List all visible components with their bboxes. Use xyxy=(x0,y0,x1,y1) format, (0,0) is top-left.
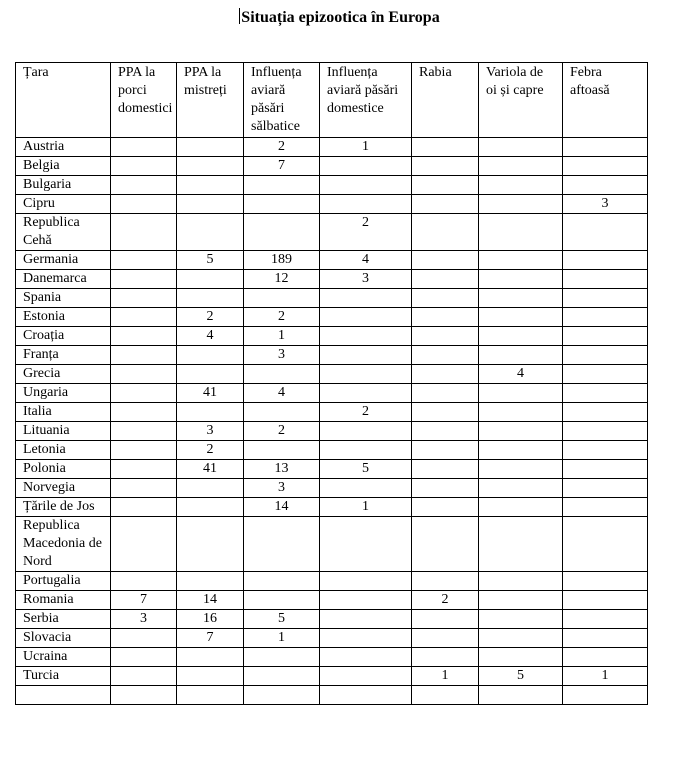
table-row xyxy=(16,441,648,460)
rabies-cell xyxy=(412,289,479,308)
table-row xyxy=(16,384,648,403)
avian-flu-wild-birds-cell xyxy=(244,195,320,214)
avian-flu-domestic-birds-cell xyxy=(320,441,412,460)
table-row xyxy=(16,157,648,176)
country-cell: Grecia xyxy=(16,365,111,384)
country-cell: Belgia xyxy=(16,157,111,176)
avian-flu-domestic-birds-cell xyxy=(320,629,412,648)
ppa-wild-boar-cell: 41 xyxy=(177,384,244,403)
ppa-domestic-pigs-cell xyxy=(111,251,177,270)
rabies-cell xyxy=(412,176,479,195)
ppa-domestic-pigs-cell xyxy=(111,176,177,195)
country-cell: Lituania xyxy=(16,422,111,441)
country-cell: Croația xyxy=(16,327,111,346)
table-row xyxy=(16,517,648,572)
avian-flu-domestic-birds-cell xyxy=(320,517,412,572)
country-cell: Serbia xyxy=(16,610,111,629)
table-row xyxy=(16,138,648,157)
table-row xyxy=(16,403,648,422)
foot-and-mouth-cell xyxy=(563,308,648,327)
sheep-goat-pox-cell xyxy=(479,384,563,403)
sheep-goat-pox-cell: 4 xyxy=(479,365,563,384)
foot-and-mouth-cell: 1 xyxy=(563,667,648,686)
country-cell: Norvegia xyxy=(16,479,111,498)
foot-and-mouth-cell xyxy=(563,572,648,591)
table-row xyxy=(16,251,648,270)
country-cell: Republica Macedonia de Nord xyxy=(16,517,111,572)
table-row xyxy=(16,214,648,251)
foot-and-mouth-cell xyxy=(563,214,648,251)
sheep-goat-pox-cell xyxy=(479,289,563,308)
country-cell: Țările de Jos xyxy=(16,498,111,517)
foot-and-mouth-cell: 3 xyxy=(563,195,648,214)
avian-flu-domestic-birds-cell xyxy=(320,479,412,498)
sheep-goat-pox-cell xyxy=(479,610,563,629)
ppa-domestic-pigs-cell xyxy=(111,648,177,667)
avian-flu-wild-birds-cell xyxy=(244,365,320,384)
rabies-cell xyxy=(412,138,479,157)
table-row xyxy=(16,591,648,610)
country-cell: Ungaria xyxy=(16,384,111,403)
ppa-wild-boar-cell xyxy=(177,195,244,214)
ppa-domestic-pigs-cell xyxy=(111,308,177,327)
avian-flu-domestic-birds-cell xyxy=(320,195,412,214)
avian-flu-wild-birds-cell: 2 xyxy=(244,308,320,327)
foot-and-mouth-cell xyxy=(563,479,648,498)
avian-flu-domestic-birds-cell: 2 xyxy=(320,214,412,251)
foot-and-mouth-cell xyxy=(563,648,648,667)
ppa-domestic-pigs-cell xyxy=(111,686,177,705)
avian-flu-wild-birds-cell xyxy=(244,667,320,686)
table-row xyxy=(16,327,648,346)
table-row xyxy=(16,422,648,441)
table-row xyxy=(16,572,648,591)
ppa-domestic-pigs-cell xyxy=(111,214,177,251)
document-title-text: Situația epizootica în Europa xyxy=(241,9,440,26)
foot-and-mouth-cell xyxy=(563,517,648,572)
table-row xyxy=(16,686,648,705)
avian-flu-domestic-birds-cell: 2 xyxy=(320,403,412,422)
foot-and-mouth-cell xyxy=(563,403,648,422)
sheep-goat-pox-cell xyxy=(479,517,563,572)
rabies-cell xyxy=(412,572,479,591)
foot-and-mouth-cell xyxy=(563,629,648,648)
avian-flu-domestic-birds-cell xyxy=(320,591,412,610)
ppa-wild-boar-cell xyxy=(177,572,244,591)
avian-flu-wild-birds-cell: 3 xyxy=(244,346,320,365)
ppa-wild-boar-cell xyxy=(177,214,244,251)
ppa-domestic-pigs-cell: 7 xyxy=(111,591,177,610)
ppa-wild-boar-cell: 14 xyxy=(177,591,244,610)
avian-flu-wild-birds-cell xyxy=(244,441,320,460)
avian-flu-wild-birds-cell xyxy=(244,572,320,591)
foot-and-mouth-cell xyxy=(563,460,648,479)
ppa-wild-boar-cell: 7 xyxy=(177,629,244,648)
country-cell: Turcia xyxy=(16,667,111,686)
foot-and-mouth-cell xyxy=(563,365,648,384)
ppa-wild-boar-cell xyxy=(177,686,244,705)
avian-flu-wild-birds-cell: 4 xyxy=(244,384,320,403)
sheep-goat-pox-cell xyxy=(479,591,563,610)
foot-and-mouth-cell xyxy=(563,289,648,308)
sheep-goat-pox-cell xyxy=(479,176,563,195)
country-cell: Italia xyxy=(16,403,111,422)
ppa-wild-boar-cell: 5 xyxy=(177,251,244,270)
rabies-cell xyxy=(412,629,479,648)
rabies-cell xyxy=(412,479,479,498)
sheep-goat-pox-cell xyxy=(479,648,563,667)
rabies-cell xyxy=(412,648,479,667)
rabies-cell xyxy=(412,270,479,289)
avian-flu-domestic-birds-cell xyxy=(320,157,412,176)
avian-flu-wild-birds-cell: 2 xyxy=(244,138,320,157)
ppa-wild-boar-cell xyxy=(177,138,244,157)
country-cell: Estonia xyxy=(16,308,111,327)
sheep-goat-pox-cell xyxy=(479,346,563,365)
header-avian-flu-wild-birds: Influența aviară păsări sălbatice xyxy=(244,63,320,138)
ppa-wild-boar-cell xyxy=(177,648,244,667)
rabies-cell: 2 xyxy=(412,591,479,610)
table-row xyxy=(16,648,648,667)
table-row xyxy=(16,270,648,289)
country-cell: Cipru xyxy=(16,195,111,214)
rabies-cell xyxy=(412,214,479,251)
sheep-goat-pox-cell xyxy=(479,441,563,460)
avian-flu-domestic-birds-cell xyxy=(320,308,412,327)
header-ppa-domestic-pigs: PPA la porci domestici xyxy=(111,63,177,138)
avian-flu-domestic-birds-cell xyxy=(320,384,412,403)
sheep-goat-pox-cell xyxy=(479,479,563,498)
foot-and-mouth-cell xyxy=(563,384,648,403)
ppa-wild-boar-cell xyxy=(177,289,244,308)
sheep-goat-pox-cell xyxy=(479,422,563,441)
avian-flu-domestic-birds-cell: 4 xyxy=(320,251,412,270)
ppa-domestic-pigs-cell xyxy=(111,384,177,403)
ppa-wild-boar-cell xyxy=(177,365,244,384)
table-row xyxy=(16,289,648,308)
foot-and-mouth-cell xyxy=(563,327,648,346)
ppa-domestic-pigs-cell xyxy=(111,460,177,479)
ppa-wild-boar-cell xyxy=(177,667,244,686)
ppa-domestic-pigs-cell xyxy=(111,422,177,441)
avian-flu-wild-birds-cell xyxy=(244,403,320,422)
sheep-goat-pox-cell xyxy=(479,686,563,705)
sheep-goat-pox-cell xyxy=(479,214,563,251)
avian-flu-domestic-birds-cell: 1 xyxy=(320,498,412,517)
sheep-goat-pox-cell xyxy=(479,629,563,648)
table-row xyxy=(16,498,648,517)
country-cell: Ucraina xyxy=(16,648,111,667)
table-row xyxy=(16,195,648,214)
avian-flu-wild-birds-cell xyxy=(244,591,320,610)
table-row xyxy=(16,479,648,498)
sheep-goat-pox-cell xyxy=(479,251,563,270)
country-cell: Portugalia xyxy=(16,572,111,591)
table-row xyxy=(16,610,648,629)
ppa-domestic-pigs-cell xyxy=(111,479,177,498)
rabies-cell xyxy=(412,308,479,327)
foot-and-mouth-cell xyxy=(563,591,648,610)
foot-and-mouth-cell xyxy=(563,441,648,460)
header-sheep-goat-pox: Variola de oi și capre xyxy=(479,63,563,138)
country-cell: Romania xyxy=(16,591,111,610)
header-ppa-wild-boar: PPA la mistreți xyxy=(177,63,244,138)
table-body xyxy=(16,138,648,705)
rabies-cell xyxy=(412,686,479,705)
sheep-goat-pox-cell xyxy=(479,572,563,591)
ppa-domestic-pigs-cell xyxy=(111,195,177,214)
avian-flu-domestic-birds-cell xyxy=(320,572,412,591)
avian-flu-domestic-birds-cell xyxy=(320,667,412,686)
ppa-domestic-pigs-cell xyxy=(111,403,177,422)
ppa-domestic-pigs-cell xyxy=(111,629,177,648)
country-cell: Germania xyxy=(16,251,111,270)
ppa-wild-boar-cell xyxy=(177,346,244,365)
avian-flu-domestic-birds-cell xyxy=(320,686,412,705)
rabies-cell xyxy=(412,498,479,517)
ppa-wild-boar-cell xyxy=(177,517,244,572)
avian-flu-wild-birds-cell: 7 xyxy=(244,157,320,176)
header-foot-and-mouth: Febra aftoasă xyxy=(563,63,648,138)
rabies-cell xyxy=(412,327,479,346)
avian-flu-wild-birds-cell: 2 xyxy=(244,422,320,441)
epizootic-table xyxy=(15,62,648,705)
sheep-goat-pox-cell xyxy=(479,138,563,157)
sheep-goat-pox-cell: 5 xyxy=(479,667,563,686)
ppa-wild-boar-cell: 16 xyxy=(177,610,244,629)
avian-flu-wild-birds-cell xyxy=(244,648,320,667)
avian-flu-domestic-birds-cell xyxy=(320,289,412,308)
sheep-goat-pox-cell xyxy=(479,308,563,327)
avian-flu-domestic-birds-cell xyxy=(320,365,412,384)
table-row xyxy=(16,308,648,327)
ppa-domestic-pigs-cell xyxy=(111,327,177,346)
table-row xyxy=(16,176,648,195)
avian-flu-domestic-birds-cell xyxy=(320,346,412,365)
rabies-cell xyxy=(412,251,479,270)
rabies-cell xyxy=(412,346,479,365)
document-title xyxy=(0,8,679,28)
header-country: Țara xyxy=(16,63,111,138)
avian-flu-wild-birds-cell xyxy=(244,176,320,195)
avian-flu-domestic-birds-cell: 1 xyxy=(320,138,412,157)
ppa-domestic-pigs-cell xyxy=(111,572,177,591)
ppa-wild-boar-cell: 3 xyxy=(177,422,244,441)
country-cell: Letonia xyxy=(16,441,111,460)
avian-flu-domestic-birds-cell: 5 xyxy=(320,460,412,479)
foot-and-mouth-cell xyxy=(563,498,648,517)
table-row xyxy=(16,365,648,384)
foot-and-mouth-cell xyxy=(563,157,648,176)
sheep-goat-pox-cell xyxy=(479,403,563,422)
rabies-cell xyxy=(412,403,479,422)
header-avian-flu-domestic-birds: Influența aviară păsări domestice xyxy=(320,63,412,138)
ppa-wild-boar-cell: 41 xyxy=(177,460,244,479)
ppa-domestic-pigs-cell xyxy=(111,289,177,308)
rabies-cell: 1 xyxy=(412,667,479,686)
sheep-goat-pox-cell xyxy=(479,327,563,346)
ppa-wild-boar-cell: 2 xyxy=(177,308,244,327)
rabies-cell xyxy=(412,365,479,384)
avian-flu-wild-birds-cell: 3 xyxy=(244,479,320,498)
ppa-wild-boar-cell xyxy=(177,270,244,289)
avian-flu-wild-birds-cell: 12 xyxy=(244,270,320,289)
ppa-domestic-pigs-cell xyxy=(111,667,177,686)
avian-flu-domestic-birds-cell xyxy=(320,648,412,667)
country-cell: Danemarca xyxy=(16,270,111,289)
ppa-wild-boar-cell: 4 xyxy=(177,327,244,346)
sheep-goat-pox-cell xyxy=(479,157,563,176)
avian-flu-wild-birds-cell: 5 xyxy=(244,610,320,629)
foot-and-mouth-cell xyxy=(563,251,648,270)
avian-flu-wild-birds-cell: 1 xyxy=(244,327,320,346)
country-cell: Republica Cehă xyxy=(16,214,111,251)
rabies-cell xyxy=(412,610,479,629)
avian-flu-domestic-birds-cell xyxy=(320,422,412,441)
ppa-domestic-pigs-cell xyxy=(111,517,177,572)
table-header xyxy=(16,63,648,138)
table-row xyxy=(16,460,648,479)
table-row xyxy=(16,346,648,365)
rabies-cell xyxy=(412,422,479,441)
ppa-domestic-pigs-cell xyxy=(111,441,177,460)
ppa-domestic-pigs-cell xyxy=(111,157,177,176)
foot-and-mouth-cell xyxy=(563,346,648,365)
avian-flu-domestic-birds-cell: 3 xyxy=(320,270,412,289)
country-cell: Austria xyxy=(16,138,111,157)
foot-and-mouth-cell xyxy=(563,176,648,195)
avian-flu-wild-birds-cell xyxy=(244,686,320,705)
ppa-domestic-pigs-cell xyxy=(111,270,177,289)
ppa-wild-boar-cell xyxy=(177,498,244,517)
country-cell: Spania xyxy=(16,289,111,308)
avian-flu-wild-birds-cell: 13 xyxy=(244,460,320,479)
ppa-domestic-pigs-cell xyxy=(111,365,177,384)
header-rabies: Rabia xyxy=(412,63,479,138)
ppa-domestic-pigs-cell xyxy=(111,138,177,157)
ppa-wild-boar-cell xyxy=(177,403,244,422)
rabies-cell xyxy=(412,441,479,460)
rabies-cell xyxy=(412,195,479,214)
table-row xyxy=(16,667,648,686)
foot-and-mouth-cell xyxy=(563,422,648,441)
rabies-cell xyxy=(412,157,479,176)
avian-flu-wild-birds-cell xyxy=(244,214,320,251)
avian-flu-domestic-birds-cell xyxy=(320,327,412,346)
sheep-goat-pox-cell xyxy=(479,195,563,214)
foot-and-mouth-cell xyxy=(563,610,648,629)
country-cell: Franța xyxy=(16,346,111,365)
avian-flu-wild-birds-cell xyxy=(244,289,320,308)
header-row xyxy=(16,63,648,138)
country-cell xyxy=(16,686,111,705)
ppa-wild-boar-cell xyxy=(177,157,244,176)
foot-and-mouth-cell xyxy=(563,270,648,289)
table-row xyxy=(16,629,648,648)
ppa-wild-boar-cell: 2 xyxy=(177,441,244,460)
country-cell: Polonia xyxy=(16,460,111,479)
ppa-domestic-pigs-cell: 3 xyxy=(111,610,177,629)
avian-flu-domestic-birds-cell xyxy=(320,176,412,195)
foot-and-mouth-cell xyxy=(563,138,648,157)
sheep-goat-pox-cell xyxy=(479,460,563,479)
avian-flu-wild-birds-cell: 1 xyxy=(244,629,320,648)
ppa-domestic-pigs-cell xyxy=(111,346,177,365)
country-cell: Slovacia xyxy=(16,629,111,648)
avian-flu-wild-birds-cell xyxy=(244,517,320,572)
ppa-wild-boar-cell xyxy=(177,176,244,195)
rabies-cell xyxy=(412,517,479,572)
foot-and-mouth-cell xyxy=(563,686,648,705)
country-cell: Bulgaria xyxy=(16,176,111,195)
ppa-wild-boar-cell xyxy=(177,479,244,498)
sheep-goat-pox-cell xyxy=(479,270,563,289)
sheep-goat-pox-cell xyxy=(479,498,563,517)
avian-flu-domestic-birds-cell xyxy=(320,610,412,629)
ppa-domestic-pigs-cell xyxy=(111,498,177,517)
rabies-cell xyxy=(412,384,479,403)
avian-flu-wild-birds-cell: 189 xyxy=(244,251,320,270)
rabies-cell xyxy=(412,460,479,479)
avian-flu-wild-birds-cell: 14 xyxy=(244,498,320,517)
